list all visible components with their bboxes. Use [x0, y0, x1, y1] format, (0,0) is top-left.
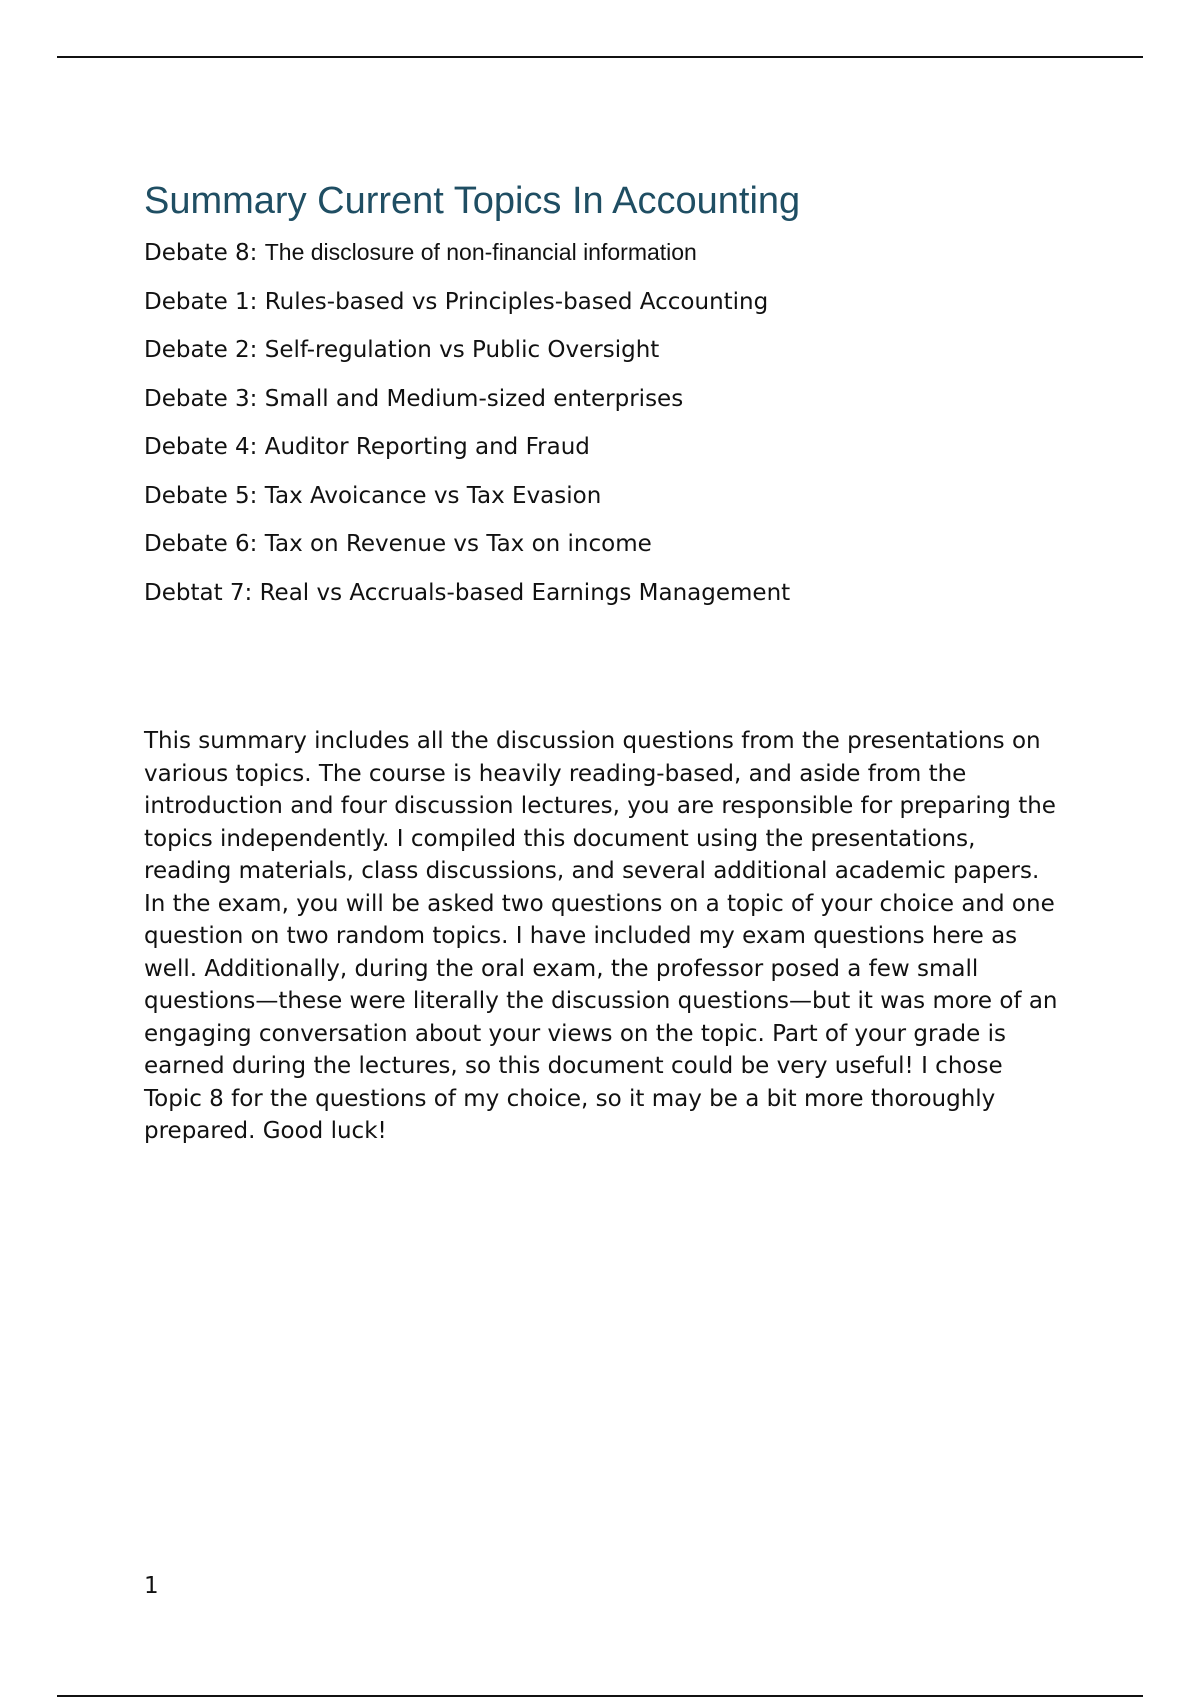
- summary-paragraph: This summary includes all the discussion questions from the presentations on various topics. The course is heavily reading-based, and aside from the introduction and four discussion lectures, you are responsible for preparing the topics independently. I compiled this document using the presentations, reading materials, class discussions, and several additional academic papers. In the exam, you will be asked two questions on a topic of your choice and one question on two random topics. I have included my exam questions here as well. Additionally, during the oral exam, the professor posed a few small questions—these were literally the discussion questions—but it was more of an engaging conversation about your views on the topic. Part of your grade is earned during the lectures, so this document could be very useful! I chose Topic 8 for the questions of my choice, so it may be a bit more thoroughly prepared. Good luck!: [144, 728, 1058, 1144]
- document-body: [144, 178, 1064, 627]
- debate-list: [144, 288, 1064, 608]
- debate-item: Debate 5: Tax Avoicance vs Tax Evasion: [144, 482, 602, 509]
- debate-8-topic: The disclosure of non-financial information: [264, 239, 697, 265]
- debate-item: Debate 2: Self-regulation vs Public Oversight: [144, 337, 660, 363]
- debate-item: Debate 4: Auditor Reporting and Fraud: [144, 434, 590, 460]
- top-rule: [57, 56, 1143, 58]
- debate-8-label: Debate 8:: [144, 240, 258, 266]
- debate-item: Debate 1: Rules-based vs Principles-based Accounting: [144, 288, 769, 315]
- debate-8-line: [144, 238, 1064, 268]
- debate-item: Debate 3: Small and Medium-sized enterprises: [144, 385, 684, 412]
- debate-item: Debate 6: Tax on Revenue vs Tax on income: [144, 531, 652, 557]
- bottom-rule: [57, 1695, 1143, 1697]
- document-title: Summary Current Topics In Accounting: [144, 180, 801, 222]
- debate-item: Debtat 7: Real vs Accruals-based Earnings Management: [144, 579, 791, 606]
- page-number: 1: [144, 1573, 159, 1599]
